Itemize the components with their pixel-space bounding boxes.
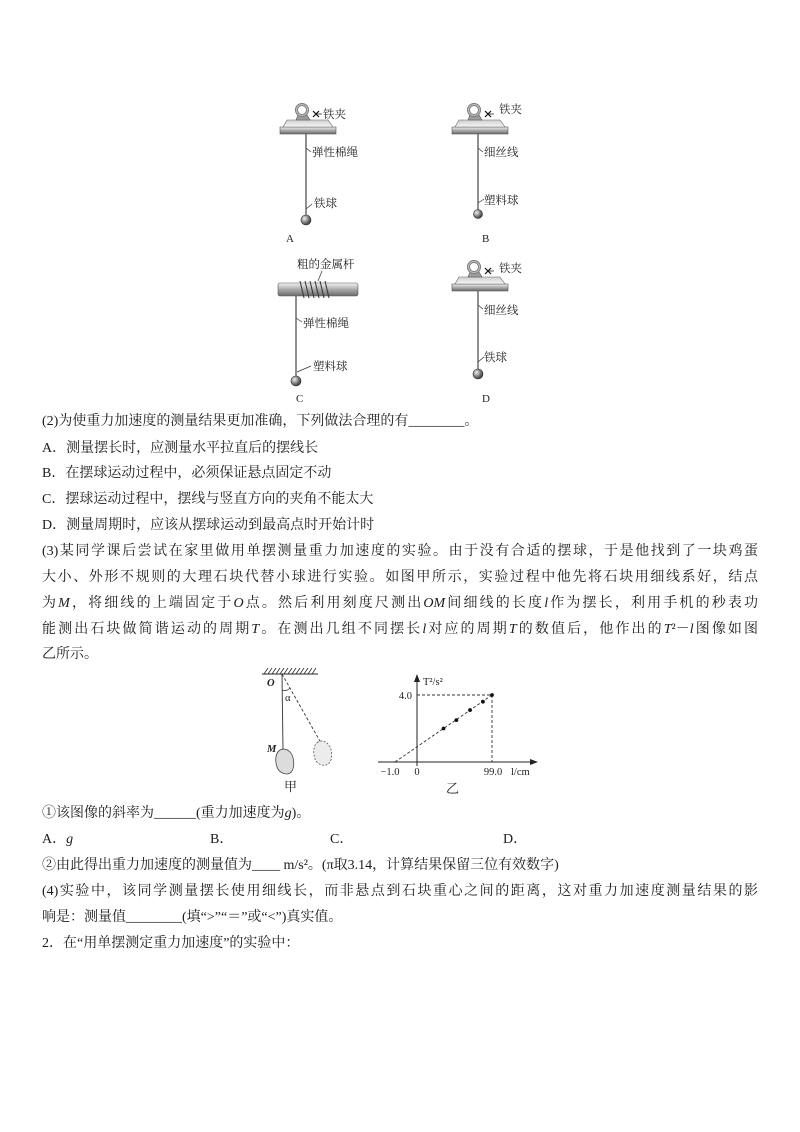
- rod-label: 粗的金属杆: [297, 259, 355, 271]
- math-variable: l: [422, 622, 427, 637]
- x-tick-label: 99.0: [483, 767, 503, 778]
- plastic-ball: [291, 376, 301, 386]
- q3-stem-line: [42, 594, 758, 614]
- hatch-mark: [308, 668, 312, 674]
- text-run: A．测量摆长时，应测量水平拉直后的摆线长: [42, 441, 319, 456]
- ball-label: 铁球: [314, 198, 337, 210]
- plot-marks: [395, 693, 494, 762]
- text-run: 。在测出几组不同摆长: [259, 622, 423, 637]
- pendulum-options-figure: [0, 0, 800, 410]
- leader-line: [297, 366, 311, 372]
- point-m-label: M: [267, 744, 277, 755]
- text-run: 响是：测量值________(填“>”“＝”或“<”)真实值。: [42, 910, 343, 925]
- data-point: [442, 727, 446, 731]
- figure-caption: 甲: [284, 779, 298, 794]
- pendulum-b: [452, 102, 522, 245]
- hatch-mark: [272, 668, 276, 674]
- text-run: 2．在“用单摆测定重力加速度”的实验中：: [42, 936, 300, 951]
- hatch-mark: [276, 668, 280, 674]
- text-run: 点。然后利用刻度尺测出: [243, 596, 424, 611]
- text-run: D．: [503, 832, 528, 847]
- text-run: 的数值后，他作出的: [516, 622, 664, 637]
- text-run: B．: [210, 832, 234, 847]
- hatch-mark: [264, 668, 268, 674]
- hatch-mark: [288, 668, 292, 674]
- hatch-mark: [284, 668, 288, 674]
- ball-label: 塑料球: [484, 195, 519, 207]
- text-run: C．: [330, 832, 354, 847]
- leader-line: [478, 305, 483, 309]
- hatch-mark: [292, 668, 296, 674]
- math-variable: g: [284, 806, 292, 821]
- text-run: 作为摆长，利用手机的秒表功: [548, 596, 759, 611]
- iron-ball: [473, 369, 483, 379]
- text-run: ，将细线的上端固定于: [69, 596, 234, 611]
- q3-sub1-choice-a: [42, 830, 73, 850]
- hatch-mark: [268, 668, 272, 674]
- pendulum-a: [280, 105, 358, 246]
- q2-stem: [42, 412, 478, 432]
- q4-line: [42, 908, 342, 928]
- thread-vertical: [282, 674, 283, 751]
- string-label: 弹性棉绳: [303, 318, 349, 330]
- q2-option-b: [42, 464, 331, 484]
- plastic-ball: [474, 210, 483, 219]
- text-run: )。: [291, 806, 311, 821]
- string-label: 细丝线: [484, 147, 519, 159]
- x-axis-arrow: [530, 759, 538, 765]
- data-point: [481, 700, 485, 704]
- data-point: [468, 708, 472, 712]
- thread-displaced: [282, 674, 321, 743]
- clip-label: 铁夹: [323, 109, 346, 121]
- leader-line: [318, 271, 322, 281]
- y-tick-label: 4.0: [398, 691, 412, 702]
- math-variable: T: [251, 622, 260, 637]
- string-label: 弹性棉绳: [312, 147, 358, 159]
- text-run: ②由此得出重力加速度的测量值为____ m/s²。(π取3.14，计算结果保留三位有效数字): [42, 858, 559, 873]
- q3-stem-line: [42, 620, 758, 640]
- hatch-mark: [300, 668, 304, 674]
- text-run: ²－: [671, 622, 690, 637]
- figure-yi-graph: [378, 674, 538, 796]
- math-variable: OM: [423, 596, 446, 611]
- text-run: (2)为使重力加速度的测量结果更加准确，下列做法合理的有________。: [42, 414, 479, 429]
- math-variable: T: [663, 622, 672, 637]
- text-run: 为: [42, 596, 59, 611]
- marble-stone-displaced: [314, 741, 332, 765]
- q3-sub2: [42, 856, 559, 876]
- hatch-mark: [280, 668, 284, 674]
- math-variable: g: [66, 832, 74, 847]
- option-caption: A: [286, 233, 294, 245]
- text-run: B．在摆球运动过程中，必须保证悬点固定不动: [42, 466, 332, 481]
- text-run: D．测量周期时，应该从摆球运动到最高点时开始计时: [42, 518, 375, 533]
- q2-option-c: [42, 490, 373, 510]
- text-run: 能测出石块做简谐运动的周期: [42, 622, 252, 637]
- option-caption: C: [296, 393, 304, 405]
- text-run: (4)实验中，该同学测量摆长使用细线长，而非悬点到石块重心之间的距离，这对重力加速度测量结果的影: [42, 884, 758, 899]
- data-point: [490, 693, 494, 697]
- text-run: A．: [42, 832, 67, 847]
- text-run: (3)某同学课后尝试在家里做用单摆测量重力加速度的实验。由于没有合适的摆球，于是他找到了一块鸡蛋: [42, 544, 758, 559]
- text-run: 乙所示。: [42, 647, 98, 662]
- string-label: 细丝线: [484, 305, 519, 317]
- q3-stem-line: [42, 542, 758, 562]
- q3-sub1: [42, 804, 310, 824]
- experiment-figures: [0, 660, 800, 800]
- q3-sub1-choice-c: [330, 830, 353, 850]
- leader-line: [478, 148, 483, 152]
- iron-ball: [301, 215, 311, 225]
- x-axis-label: l/cm: [511, 767, 530, 778]
- angle-label: α: [285, 693, 291, 704]
- leader-line: [296, 318, 302, 322]
- q3-sub1-choice-b: [210, 830, 233, 850]
- text-run: 大小、外形不规则的大理石块代替小球进行实验。如图甲所示，实验过程中他先将石块用细线系好，结点: [42, 570, 758, 585]
- ceiling-hatch: [264, 668, 316, 674]
- marble-stone: [276, 749, 294, 774]
- hatch-mark: [312, 668, 316, 674]
- math-variable: M: [58, 596, 70, 611]
- text-run: 间细线的长度: [445, 596, 545, 611]
- figure-jia-pendulum: [262, 668, 332, 794]
- ball-label: 塑料球: [313, 361, 348, 373]
- pendulum-c: [278, 257, 358, 405]
- q4-line: [42, 882, 758, 902]
- x-tick-label: 0: [414, 767, 420, 778]
- option-caption: D: [482, 393, 490, 405]
- angle-arc: [282, 688, 290, 691]
- y-axis-arrow: [414, 674, 420, 682]
- math-variable: l: [544, 596, 549, 611]
- point-o-label: O: [267, 678, 275, 689]
- math-variable: l: [689, 622, 694, 637]
- math-variable: T: [508, 622, 517, 637]
- hatch-mark: [296, 668, 300, 674]
- clip-label: 铁夹: [499, 263, 522, 275]
- clip-label: 铁夹: [499, 104, 522, 116]
- math-variable: O: [233, 596, 244, 611]
- q2-option-a: [42, 439, 318, 459]
- ball-label: 铁球: [484, 352, 507, 364]
- q2-option-d: [42, 516, 374, 536]
- text-run: C．摆球运动过程中，摆线与竖直方向的夹角不能太大: [42, 492, 374, 507]
- text-run: 对应的周期: [426, 622, 509, 637]
- text-run: 图像如图: [693, 622, 759, 637]
- x-tick-label: −1.0: [380, 767, 400, 778]
- option-caption: B: [482, 233, 490, 245]
- pendulum-d: [452, 261, 522, 405]
- y-axis-label: T²/s²: [423, 677, 443, 688]
- leader-line: [306, 204, 312, 209]
- q3-sub1-choice-d: [503, 830, 527, 850]
- q3-stem-line: [42, 568, 758, 588]
- next-question-stem: [42, 934, 299, 954]
- figure-caption: 乙: [446, 781, 460, 796]
- text-run: ①该图像的斜率为______(重力加速度为: [42, 806, 285, 821]
- hatch-mark: [304, 668, 308, 674]
- data-point: [454, 718, 458, 722]
- leader-line: [306, 148, 311, 152]
